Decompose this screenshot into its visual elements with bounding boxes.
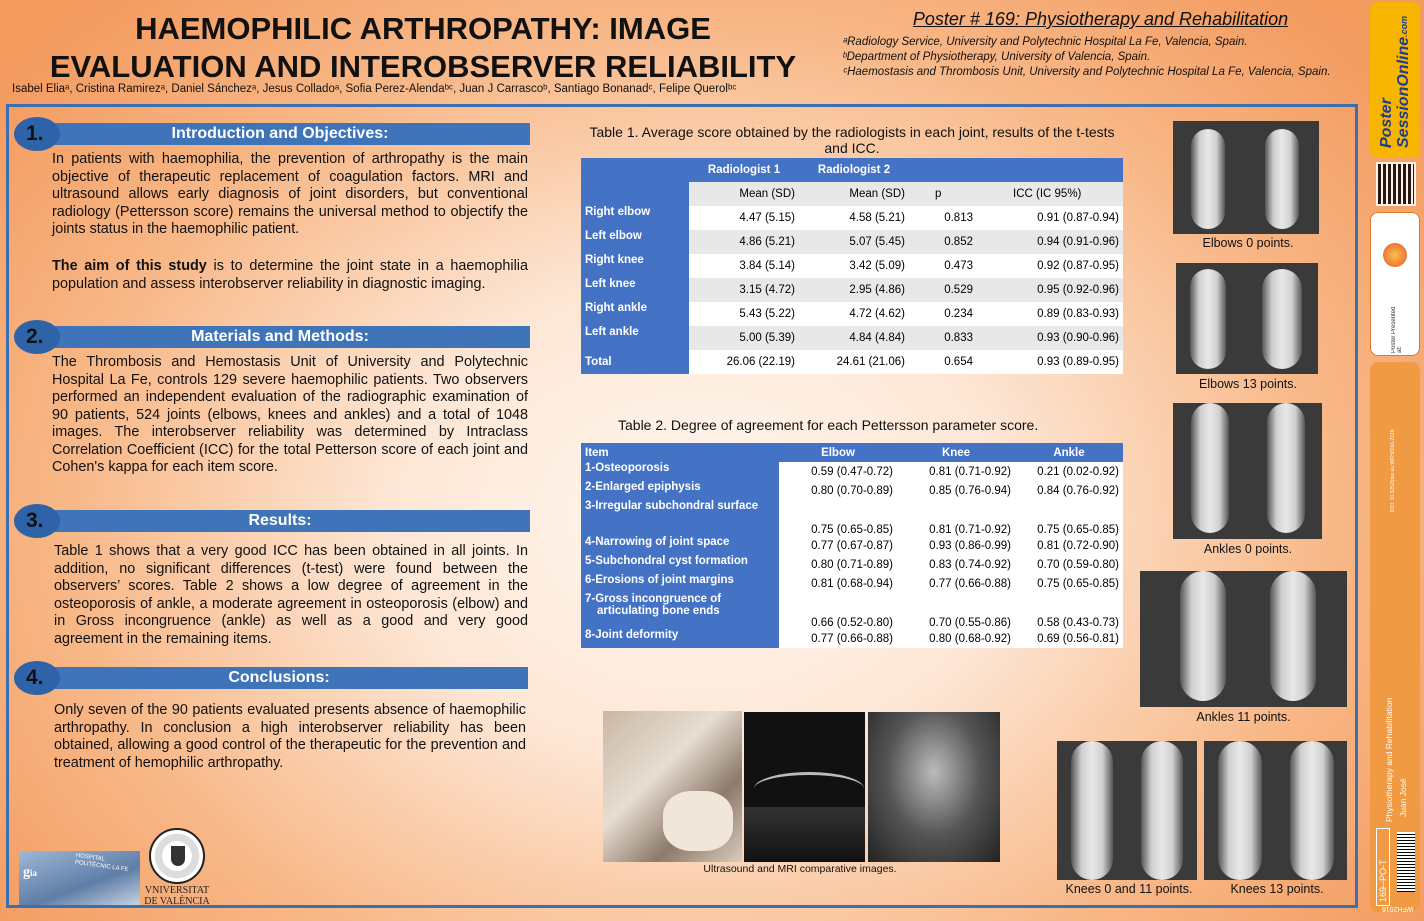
brand-session: SessionOnline bbox=[1395, 36, 1412, 148]
t1-cell: 4.58 (5.21) bbox=[799, 206, 909, 230]
knees-0-11-caption: Knees 0 and 11 points. bbox=[1065, 882, 1193, 896]
university-name-line-2: DE VALÈNCIA bbox=[144, 896, 210, 907]
t2-label-text: 3-Irregular subchondral surface bbox=[585, 500, 759, 512]
table-row bbox=[581, 481, 1123, 500]
t1-cell: 0.93 (0.89-0.95) bbox=[977, 350, 1123, 374]
table-row bbox=[581, 278, 1123, 302]
title-line-2: EVALUATION AND INTEROBSERVER RELIABILITY bbox=[49, 49, 797, 84]
t2-row-label bbox=[581, 593, 779, 629]
t2-row-label bbox=[581, 629, 779, 648]
t1-h2-c1: Mean (SD) bbox=[689, 182, 799, 206]
t2-cell: 0.75 (0.65-0.85) bbox=[1015, 574, 1123, 593]
t2-cell: 0.77 (0.66-0.88) bbox=[897, 574, 1015, 593]
event-code: WFH2016 bbox=[1382, 905, 1414, 912]
table-row bbox=[581, 254, 1123, 278]
t2-label-text: 8-Joint deformity bbox=[585, 629, 679, 641]
us-mri-caption: Ultrasound and MRI comparative images. bbox=[703, 863, 897, 875]
t2-label-text: 2-Enlarged epiphysis bbox=[585, 481, 701, 493]
affiliations bbox=[843, 35, 1363, 80]
ankles-11-caption: Ankles 11 points. bbox=[1196, 710, 1291, 724]
table-row bbox=[581, 206, 1123, 230]
category-text: Physiotherapy and Rehabilitation bbox=[1384, 697, 1394, 822]
t2-cell: 0.81 (0.72-0.90) bbox=[1015, 536, 1123, 555]
elbows-0-caption: Elbows 0 points. bbox=[1202, 236, 1294, 250]
t1-row-label: Left ankle bbox=[581, 326, 689, 350]
t1-cell: 2.95 (4.86) bbox=[799, 278, 909, 302]
knees-13-caption: Knees 13 points. bbox=[1230, 882, 1324, 896]
table-row-total bbox=[581, 350, 1123, 374]
t2-row-label bbox=[581, 462, 779, 481]
poster-number: Poster # 169: Physiotherapy and Rehabilitation bbox=[912, 9, 1289, 29]
t2-cell: 0.70 (0.55-0.86) bbox=[897, 593, 1015, 629]
t1-h2-c4: ICC (IC 95%) bbox=[977, 182, 1123, 206]
t2-label-text: 4-Narrowing of joint space bbox=[585, 536, 730, 548]
affiliation-c: ᶜHaemostasis and Thrombosis Unit, University and Polytechnic Hospital La Fe, Valencia, Spain. bbox=[843, 66, 1331, 78]
section-1-number: 1. bbox=[14, 117, 60, 151]
t2-cell: 0.81 (0.68-0.94) bbox=[779, 574, 897, 593]
knees-13-xray bbox=[1204, 741, 1347, 880]
t2-cell: 0.81 (0.71-0.92) bbox=[897, 500, 1015, 536]
t1-cell: 0.89 (0.83-0.93) bbox=[977, 302, 1123, 326]
affiliation-a: ᵃRadiology Service, University and Polytechnic Hospital La Fe, Valencia, Spain. bbox=[843, 36, 1248, 48]
table-row bbox=[581, 555, 1123, 574]
hospital-sign: HOSPITAL POLITÈCNIC LA FE bbox=[74, 852, 129, 874]
title-line-1: HAEMOPHILIC ARTHROPATHY: IMAGE bbox=[135, 11, 711, 46]
t2-cell: 0.85 (0.76-0.94) bbox=[897, 481, 1015, 500]
table-row bbox=[581, 230, 1123, 254]
t2-cell: 0.80 (0.70-0.89) bbox=[779, 481, 897, 500]
t1-cell: 3.84 (5.14) bbox=[689, 254, 799, 278]
poster-code: 169--PO-T bbox=[1378, 859, 1388, 902]
t1-cell: 3.42 (5.09) bbox=[799, 254, 909, 278]
t2-row-label bbox=[581, 555, 779, 574]
t2-cell: 0.93 (0.86-0.99) bbox=[897, 536, 1015, 555]
t2-row-label bbox=[581, 481, 779, 500]
t1-cell: 4.72 (4.62) bbox=[799, 302, 909, 326]
t2-label-text: 6-Erosions of joint margins bbox=[585, 574, 734, 586]
aim-bold: The aim of this study bbox=[52, 258, 207, 274]
t1-cell: 26.06 (22.19) bbox=[689, 350, 799, 374]
knees-0-11-xray bbox=[1057, 741, 1197, 880]
t2-label-text: 7-Gross incongruence of bbox=[585, 593, 722, 605]
t2-cell: 0.70 (0.59-0.80) bbox=[1015, 555, 1123, 574]
ankles-11-xray bbox=[1140, 571, 1347, 707]
t1-cell: 5.43 (5.22) bbox=[689, 302, 799, 326]
section-3-header bbox=[30, 510, 530, 532]
section-4-header bbox=[30, 667, 528, 689]
section-1-paragraph-2 bbox=[52, 258, 528, 293]
t1-cell: 0.852 bbox=[909, 230, 977, 254]
t2-cell: 0.75 (0.65-0.85) bbox=[1015, 500, 1123, 536]
t2-cell: 0.80 (0.71-0.89) bbox=[779, 555, 897, 574]
aim-text: is to determine the joint state in a haemophilia population and assess interobserver reliability in diagnostic imaging. bbox=[52, 258, 528, 292]
table-row bbox=[581, 500, 1123, 536]
t1-cell: 4.47 (5.15) bbox=[689, 206, 799, 230]
t2-row-label bbox=[581, 536, 779, 555]
author-list: Isabel Eliaᵃ, Cristina Ramirezᵃ, Daniel Sánchezᵃ, Jesus Colladoᵃ, Sofia Perez-Alendaᵇᶜ, Juan J Carrascoᵇ, Santiago Bonanadᶜ, Felipe Querolᵇᶜ bbox=[12, 83, 737, 95]
table-row bbox=[581, 462, 1123, 481]
sidebar-info-panel bbox=[1370, 362, 1420, 912]
section-3-paragraph: Table 1 shows that a very good ICC has been obtained in all joints. In addition, no significant differences (t-test) were found between the observers’ scores. Table 2 shows a low degree of agreement in the osteoporosis of ankle, a moderate agreement in osteoporosis (elbow) and in Gross incongruence (ankle) as well as a good and very good agreement in the remaining items. bbox=[54, 543, 528, 647]
author-text: Juan José bbox=[1398, 778, 1408, 817]
section-2-paragraph: The Thrombosis and Hemostasis Unit of University and Polytechnic Hospital La Fe, controls 129 severe haemophilic patients. Two observers performed an independent evaluation of the radiographic examination of 90 patients, 524 joints (elbows, knees and ankles) and a total of 1048 images. The interobserver reliability was determined by Intraclass Correlation Coefficient (ICC) for the total Petterson score of each joint and Cohen's kappa for each item score. bbox=[52, 354, 528, 475]
t2-cell: 0.59 (0.47-0.72) bbox=[779, 462, 897, 481]
t1-h1-c2: Radiologist 2 bbox=[799, 158, 909, 182]
table-row bbox=[581, 326, 1123, 350]
t1-row-label: Right knee bbox=[581, 254, 689, 278]
qr-code-icon bbox=[1376, 162, 1416, 206]
t1-row-label: Right ankle bbox=[581, 302, 689, 326]
poster-title bbox=[8, 10, 838, 86]
table-1 bbox=[581, 158, 1123, 374]
brand-com: .com bbox=[1399, 15, 1409, 37]
presented-at-panel bbox=[1370, 212, 1420, 356]
elbows-0-xray bbox=[1173, 121, 1319, 234]
t1-h2-c3: p bbox=[909, 182, 977, 206]
t1-h2-c2: Mean (SD) bbox=[799, 182, 909, 206]
barcode-icon bbox=[1397, 832, 1415, 892]
t2-label-text: 1-Osteoporosis bbox=[585, 462, 670, 474]
t2-cell: 0.75 (0.65-0.85) bbox=[779, 500, 897, 536]
t2-row-label bbox=[581, 500, 779, 536]
t2-label-text: 5-Subchondral cyst formation bbox=[585, 555, 748, 567]
t1-cell: 4.84 (4.84) bbox=[799, 326, 909, 350]
t1-cell: 0.234 bbox=[909, 302, 977, 326]
section-3-title: Results: bbox=[248, 512, 312, 529]
ankles-0-xray bbox=[1173, 403, 1322, 539]
section-1-title: Introduction and Objectives: bbox=[171, 125, 389, 142]
t1-row-label: Total bbox=[581, 350, 689, 374]
university-name-line-1: VNIVERSITAT bbox=[144, 885, 210, 896]
t2-cell: 0.58 (0.43-0.73) bbox=[1015, 593, 1123, 629]
t1-cell: 0.93 (0.90-0.96) bbox=[977, 326, 1123, 350]
t1-h1-c4 bbox=[977, 158, 1123, 182]
presented-at-text: Poster Presented at: bbox=[1391, 306, 1403, 353]
t2-cell: 0.77 (0.66-0.88) bbox=[779, 629, 897, 648]
t1-cell: 0.833 bbox=[909, 326, 977, 350]
t2-h-ankle: Ankle bbox=[1015, 443, 1123, 462]
t2-cell: 0.84 (0.76-0.92) bbox=[1015, 481, 1123, 500]
t2-cell: 0.80 (0.68-0.92) bbox=[897, 629, 1015, 648]
t2-cell: 0.21 (0.02-0.92) bbox=[1015, 462, 1123, 481]
section-2-header bbox=[30, 326, 530, 348]
t1-cell: 5.00 (5.39) bbox=[689, 326, 799, 350]
t2-label-cont: articulating bone ends bbox=[597, 605, 720, 617]
ankles-0-caption: Ankles 0 points. bbox=[1203, 542, 1293, 556]
table-row bbox=[581, 536, 1123, 555]
section-1-paragraph-1: In patients with haemophilia, the prevention of arthropathy is the main objective of therapeutic replacement of coagulation factors. MRI and ultrasound allows early diagnosis of joint disorders, but conventional radiology (Pettersson score) remains the universal method to objectify the joints status in the haemophilic patient. bbox=[52, 151, 528, 237]
t1-cell: 0.654 bbox=[909, 350, 977, 374]
t1-h2-c0 bbox=[581, 182, 689, 206]
table-row bbox=[581, 574, 1123, 593]
t1-cell: 4.86 (5.21) bbox=[689, 230, 799, 254]
hospital-logo-image: gia HOSPITAL POLITÈCNIC LA FE bbox=[19, 851, 140, 905]
university-seal-icon bbox=[149, 828, 205, 884]
t2-cell: 0.77 (0.67-0.87) bbox=[779, 536, 897, 555]
t2-row-label bbox=[581, 574, 779, 593]
ultrasound-photo bbox=[603, 711, 742, 862]
t2-cell: 0.81 (0.71-0.92) bbox=[897, 462, 1015, 481]
t1-row-label: Left knee bbox=[581, 278, 689, 302]
doi-text: DOI: 10.3252/pso.eu.WFH2016.2016 bbox=[1390, 429, 1396, 512]
t1-h1-c1: Radiologist 1 bbox=[689, 158, 799, 182]
table-row bbox=[581, 629, 1123, 648]
section-3-number: 3. bbox=[14, 504, 60, 538]
t1-h1-c0 bbox=[581, 158, 689, 182]
table-1-header-row-1 bbox=[581, 158, 1123, 182]
t1-cell: 0.529 bbox=[909, 278, 977, 302]
t1-cell: 0.91 (0.87-0.94) bbox=[977, 206, 1123, 230]
t1-cell: 5.07 (5.45) bbox=[799, 230, 909, 254]
table-2-header-row bbox=[581, 443, 1123, 462]
ultrasound-image bbox=[744, 712, 865, 862]
t2-h-item: Item bbox=[581, 443, 779, 462]
section-4-number: 4. bbox=[14, 661, 60, 695]
t1-cell: 0.95 (0.92-0.96) bbox=[977, 278, 1123, 302]
section-2-title: Materials and Methods: bbox=[191, 328, 369, 345]
section-4-paragraph: Only seven of the 90 patients evaluated presents absence of haemophilic arthropathy. In conclusion a high interobserver reliability has been obtained, allowing a good control of the therapeutic for the prevention and treatment of hemophilic arthropathy. bbox=[54, 702, 526, 771]
t1-cell: 0.94 (0.91-0.96) bbox=[977, 230, 1123, 254]
t1-h1-c3 bbox=[909, 158, 977, 182]
t1-cell: 24.61 (21.06) bbox=[799, 350, 909, 374]
table-row bbox=[581, 302, 1123, 326]
table-1-caption: Table 1. Average score obtained by the radiologists in each joint, results of the t-tests and ICC. bbox=[589, 124, 1115, 156]
t2-cell: 0.66 (0.52-0.80) bbox=[779, 593, 897, 629]
t1-cell: 3.15 (4.72) bbox=[689, 278, 799, 302]
t1-row-label: Right elbow bbox=[581, 206, 689, 230]
affiliation-b: ᵇDepartment of Physiotherapy, University of Valencia, Spain. bbox=[843, 51, 1151, 63]
t1-cell: 0.473 bbox=[909, 254, 977, 278]
table-2-caption: Table 2. Degree of agreement for each Pettersson parameter score. bbox=[618, 417, 1039, 433]
section-2-number: 2. bbox=[14, 320, 60, 354]
mri-image bbox=[868, 712, 1000, 862]
event-logo-icon bbox=[1383, 243, 1407, 267]
brand-poster: Poster bbox=[1378, 98, 1395, 148]
table-1-header-row-2 bbox=[581, 182, 1123, 206]
elbows-13-xray bbox=[1176, 263, 1318, 374]
t2-cell: 0.83 (0.74-0.92) bbox=[897, 555, 1015, 574]
t2-cell: 0.69 (0.56-0.81) bbox=[1015, 629, 1123, 648]
elbows-13-caption: Elbows 13 points. bbox=[1199, 377, 1297, 391]
t1-cell: 0.813 bbox=[909, 206, 977, 230]
section-4-title: Conclusions: bbox=[228, 669, 330, 686]
t2-h-elbow: Elbow bbox=[779, 443, 897, 462]
table-row bbox=[581, 593, 1123, 629]
t2-h-knee: Knee bbox=[897, 443, 1015, 462]
poster-session-logo bbox=[1370, 2, 1420, 158]
t1-cell: 0.92 (0.87-0.95) bbox=[977, 254, 1123, 278]
t1-row-label: Left elbow bbox=[581, 230, 689, 254]
section-1-header bbox=[30, 123, 530, 145]
table-2 bbox=[581, 443, 1123, 648]
university-name bbox=[140, 885, 214, 907]
